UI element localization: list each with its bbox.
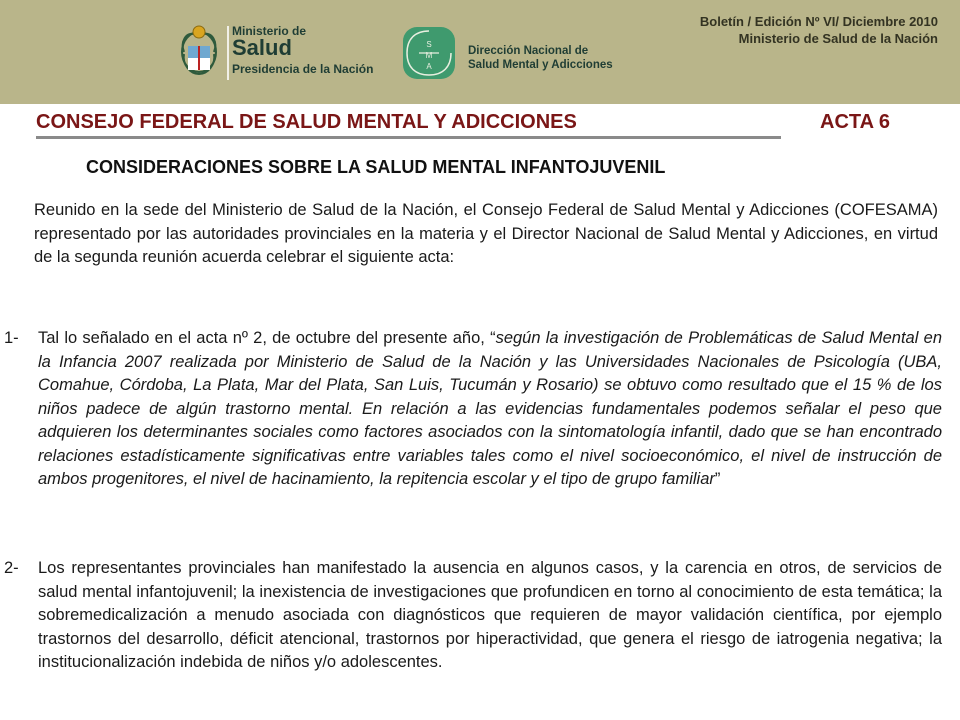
title-underline — [36, 136, 781, 139]
dnsm-line-2: Salud Mental y Adicciones — [468, 59, 613, 71]
bulletin-ministry: Ministerio de Salud de la Nación — [738, 31, 938, 46]
dnsm-mark-icon — [403, 27, 455, 79]
ministry-logo — [176, 18, 376, 82]
bulletin-edition: Boletín / Edición Nº VI/ Diciembre 2010 — [699, 14, 938, 29]
item-number: 2- — [4, 559, 19, 577]
dnsm-line-1: Dirección Nacional de — [468, 45, 589, 57]
header-banner — [0, 0, 960, 104]
dnsm-mark-letter-s: S — [426, 40, 432, 49]
item-body: Los representantes provinciales han manifestado la ausencia en algunos casos, y la carencia en otros, de servicios de salud mental infantojuvenil; la inexistencia de investigaciones que profundicen en torno al conocimiento de esta temática; la sobremedicalización a menudo asociada con diagnósticos que requieren de mayor validación científica, por ejemplo trastornos del desarrollo, déficit atencional, trastornos por hiperactividad, que genera el riesgo de iatrogenia negativa; la institucionalización indebida de niños y/o adolescentes. — [38, 559, 942, 671]
item-close-quote: ” — [714, 470, 721, 488]
national-coat-of-arms-icon — [176, 22, 222, 78]
item-number: 1- — [4, 329, 19, 347]
dnsm-mark-letter-a: A — [426, 62, 432, 71]
council-heading — [36, 111, 916, 137]
dnsm-logo — [403, 27, 623, 79]
item-lead: Tal lo señalado en el acta nº 2, de octubre del presente año, “ — [38, 329, 496, 347]
item-quote: según la investigación de Problemáticas de Salud Mental en la Infancia 2007 realizada por Ministerio de Salud de la Nación y las Universidades Nacionales de Psicología (UBA, Comahue, Córdoba, La Plata, Mar del Plata, San Luis, Tucumán y Rosario) se obtuvo como resultado que el 15 % de los niños padece de algún trastorno mental. En relación a las evidencias fundamentales podemos señalar el peso que adquieren los determinantes sociales como factores asociados con la sintomatología infantil, dado que se han encontrado relaciones estadísticamente significativas entre variables tales como el nivel socioeconómico, el nivel de instrucción de ambos progenitores, el nivel de hacinamiento, la repitencia escolar y el tipo de grupo familiar — [38, 329, 942, 488]
ministry-line-3: Presidencia de la Nación — [232, 62, 374, 76]
dnsm-mark-letter-m: M — [425, 51, 433, 60]
ministry-line-1: Ministerio de — [232, 24, 307, 38]
bulletin-info — [700, 13, 938, 47]
ministry-line-2: Salud — [232, 35, 292, 60]
page-subtitle: CONSIDERACIONES SOBRE LA SALUD MENTAL INFANTOJUVENIL — [86, 157, 666, 177]
item-body — [38, 327, 942, 492]
council-title: CONSEJO FEDERAL DE SALUD MENTAL Y ADICCIONES — [36, 111, 577, 133]
intro-paragraph: Reunido en la sede del Ministerio de Salud de la Nación, el Consejo Federal de Salud Mental y Adicciones (COFESAMA) representado por las autoridades provinciales en la materia y el Director Nacional de Salud Mental y Adicciones, en virtud de la segunda reunión acuerda celebrar el siguiente acta: — [34, 201, 938, 266]
acta-number: ACTA 6 — [820, 111, 890, 133]
logo-divider — [227, 26, 229, 80]
